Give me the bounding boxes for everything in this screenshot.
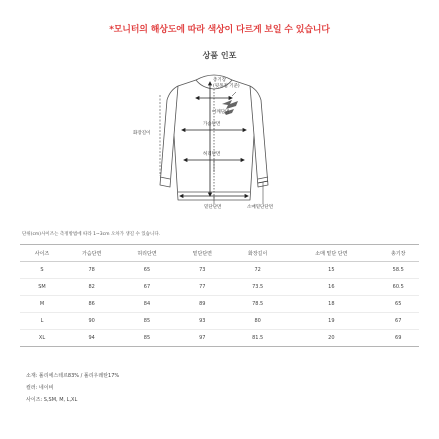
table-cell: 60.5 [392, 284, 404, 290]
shoulder-label: 어깨단면 [212, 110, 230, 115]
table-cell: 67 [395, 318, 402, 324]
table-cell: 58.5 [392, 267, 404, 273]
table-cell: SM [38, 284, 46, 290]
table-cell: 89 [199, 301, 206, 307]
table-row [20, 262, 419, 279]
table-cell: 85 [143, 335, 151, 341]
table-cell: 69 [395, 335, 402, 341]
size-options-info: 사이즈: S,SM, M, L,XL [26, 397, 78, 403]
table-row [20, 296, 419, 313]
table-cell: 65 [395, 301, 402, 307]
color-info: 컬러: 네이비 [26, 385, 54, 391]
column-header: 화장길이 [247, 250, 268, 257]
column-header: 밑단단면 [192, 250, 212, 257]
table-cell: 84 [143, 301, 151, 307]
column-header: 총기장 [390, 250, 406, 257]
size-table [20, 244, 419, 347]
table-cell: M [39, 301, 45, 307]
table-cell: 72 [254, 267, 261, 273]
table-cell: 97 [199, 335, 206, 341]
table-cell: 85 [143, 318, 151, 324]
column-header: 가슴단면 [82, 250, 102, 257]
table-cell: L [40, 318, 44, 324]
table-cell: 19 [328, 318, 335, 324]
table-cell: 94 [88, 335, 95, 341]
material-info: 소재: 폴리에스테르83% / 폴리우레탄17% [26, 373, 120, 379]
table-cell: 78 [88, 267, 95, 273]
table-row [20, 279, 419, 296]
column-header: 사이즈 [34, 250, 50, 257]
table-header-row [20, 245, 419, 262]
section-title: 상품 인포 [202, 51, 237, 60]
table-cell: 65 [143, 267, 151, 273]
table-cell: S [40, 267, 44, 273]
table-cell: 82 [88, 284, 95, 290]
table-row [20, 313, 419, 330]
sleeve-hem-label: 소매밑단단면 [247, 205, 274, 210]
table-cell: 16 [328, 284, 335, 290]
column-header: 소매 밑단 단면 [315, 250, 348, 257]
waist-label: 허리단면 [203, 152, 221, 157]
table-cell: XL [38, 335, 46, 341]
table-cell: 80 [254, 318, 261, 324]
table-cell: 73 [199, 267, 206, 273]
hem-label: 밑단단면 [204, 205, 222, 210]
table-cell: 18 [328, 301, 335, 307]
total-length-label: 총기장 (뒷목점 기준) [213, 78, 240, 89]
table-cell: 73.5 [252, 284, 264, 290]
table-row [20, 330, 419, 347]
table-cell: 81.5 [252, 335, 264, 341]
table-cell: 67 [143, 284, 151, 290]
table-cell: 20 [328, 335, 335, 341]
column-header: 허리단면 [137, 250, 157, 257]
table-cell: 86 [88, 301, 95, 307]
table-cell: 90 [88, 318, 95, 324]
resolution-notice: *모니터의 해상도에 따라 색상이 다르게 보일 수 있습니다 [109, 25, 330, 35]
table-cell: 93 [199, 318, 206, 324]
sleeve-length-label: 화장길이 [133, 131, 151, 136]
chest-label: 가슴단면 [203, 122, 221, 127]
table-cell: 15 [328, 267, 335, 273]
table-cell: 78.5 [252, 301, 264, 307]
measurement-footnote: 단위(cm)사이즈는 측정방법에 따라 1~3cm 오차가 생길 수 있습니다. [22, 232, 161, 237]
table-cell: 77 [199, 284, 206, 290]
